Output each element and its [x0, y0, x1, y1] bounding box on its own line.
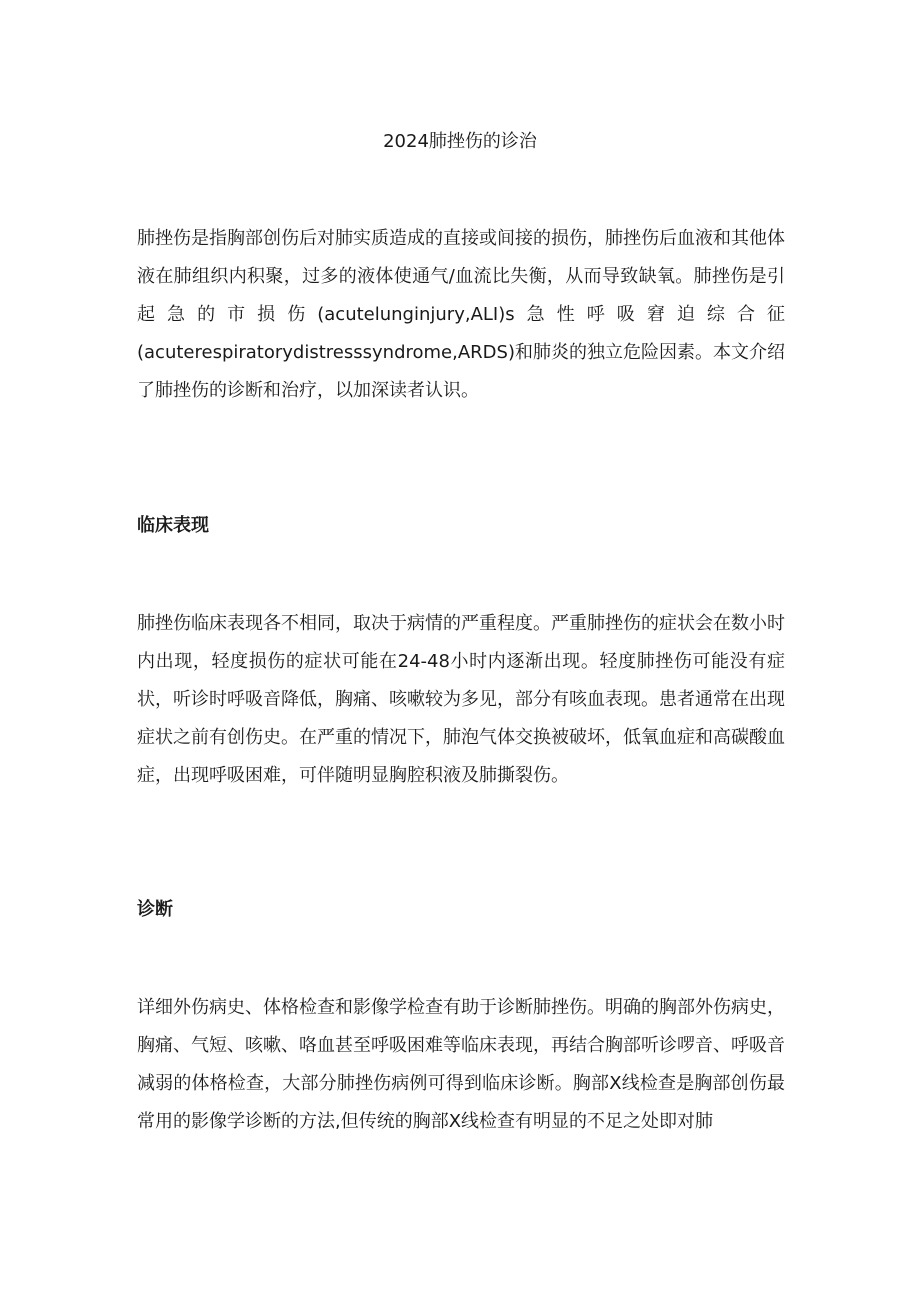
document-title: 2024肺挫伤的诊治	[383, 131, 537, 152]
intro-paragraph: 肺挫伤是指胸部创伤后对肺实质造成的直接或间接的损伤，肺挫伤后血液和其他体液在肺组织内积聚，过多的液体使通气/血流比失衡，从而导致缺氧。肺挫伤是引起急的市损伤(acutelunginjury,ALI)s急性呼吸窘迫综合征(acuterespiratorydistresssyndrome,ARDS)和肺炎的独立危险因素。本文介绍了肺挫伤的诊断和治疗，以加深读者认识。	[137, 228, 785, 401]
clinical-paragraph: 肺挫伤临床表现各不相同，取决于病情的严重程度。严重肺挫伤的症状会在数小时内出现，轻度损伤的症状可能在24-48小时内逐渐出现。轻度肺挫伤可能没有症状，听诊时呼吸音降低，胸痛、咳嗽较为多见，部分有咳血表现。患者通常在出现症状之前有创伤史。在严重的情况下，肺泡气体交换被破坏，低氧血症和高碳酸血症，出现呼吸困难，可伴随明显胸腔积液及肺撕裂伤。	[137, 613, 785, 786]
section-heading-diagnosis: 诊断	[137, 899, 173, 920]
section-heading-clinical: 临床表现	[137, 515, 209, 536]
diagnosis-paragraph: 详细外伤病史、体格检查和影像学检查有助于诊断肺挫伤。明确的胸部外伤病史，胸痛、气短、咳嗽、咯血甚至呼吸困难等临床表现，再结合胸部听诊啰音、呼吸音减弱的体格检查，大部分肺挫伤病例可得到临床诊断。胸部X线检查是胸部创伤最常用的影像学诊断的方法,但传统的胸部X线检查有明显的不足之处即对肺	[137, 997, 785, 1132]
